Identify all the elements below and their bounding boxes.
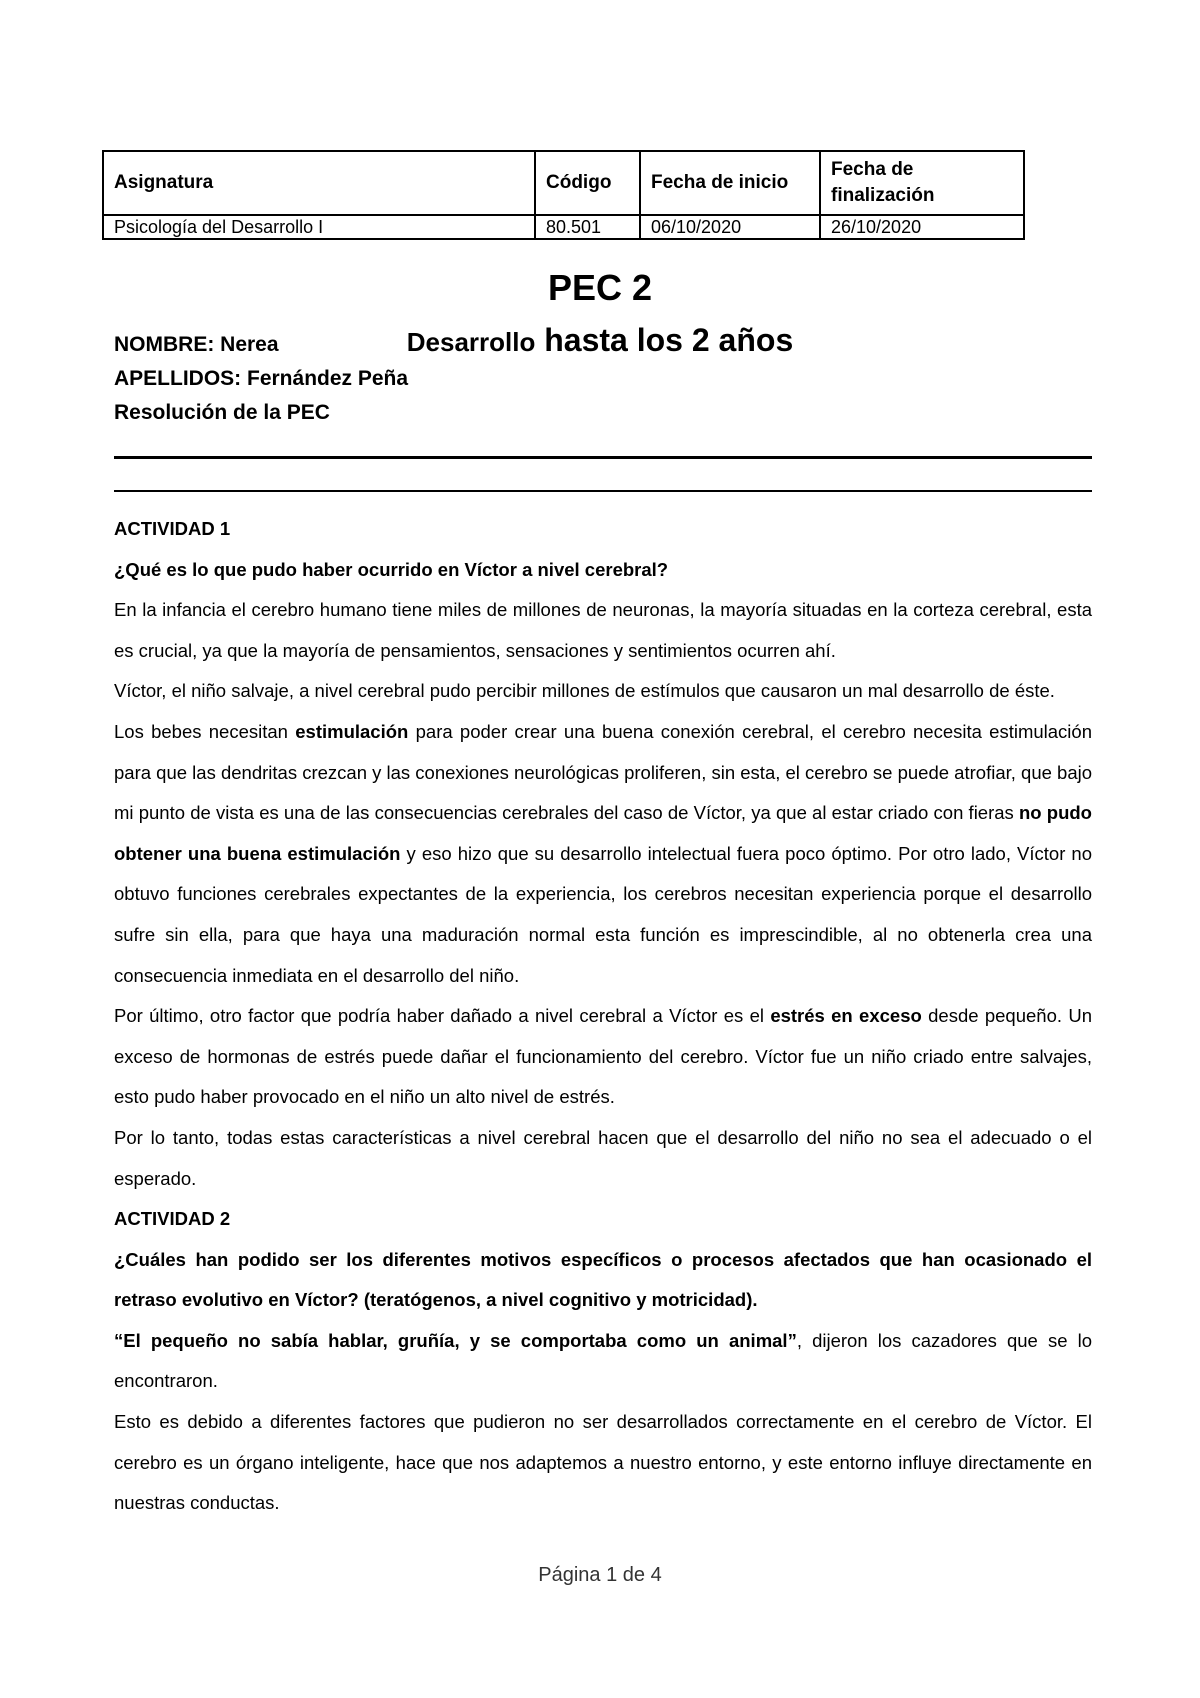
header-fecha-inicio: Fecha de inicio bbox=[640, 151, 820, 215]
student-surnames: APELLIDOS: Fernández Peña bbox=[114, 367, 409, 390]
header-codigo: Código bbox=[535, 151, 640, 215]
text-run: Los bebes necesitan bbox=[114, 720, 296, 742]
document-title: PEC 2 bbox=[547, 267, 653, 308]
emphasis: estrés en exceso bbox=[770, 1005, 922, 1027]
subtitle-part1: Desarrollo bbox=[406, 327, 536, 357]
subtitle-part2: hasta los 2 años bbox=[544, 322, 794, 358]
activity-2-question: ¿Cuáles han podido ser los diferentes motivos específicos o procesos afectados que han ocasionado el retraso evolutivo en Víctor? (teratógenos, a nivel cognitivo y motricidad). bbox=[114, 1248, 1092, 1311]
cell-asignatura: Psicología del Desarrollo I bbox=[103, 215, 535, 239]
paragraph: Por lo tanto, todas estas características a nivel cerebral hacen que el desarrollo del niño no sea el adecuado o el esperado. bbox=[114, 1126, 1092, 1189]
resolution-label: Resolución de la PEC bbox=[114, 401, 330, 424]
document-body bbox=[114, 509, 1092, 1524]
activity-1-heading: ACTIVIDAD 1 bbox=[114, 518, 231, 539]
cell-fecha-finalizacion: 26/10/2020 bbox=[820, 215, 1024, 239]
emphasis: no pudo obtener una buena estimulación bbox=[114, 802, 1092, 864]
emphasis: estimulación bbox=[295, 720, 409, 742]
page-number: Página 1 de 4 bbox=[538, 1564, 662, 1586]
paragraph: En la infancia el cerebro humano tiene miles de millones de neuronas, la mayoría situadas en la corteza cerebral, esta es crucial, ya que la mayoría de pensamientos, sensaciones y sentimientos ocurren ahí. bbox=[114, 599, 1092, 661]
student-name: NOMBRE: Nerea bbox=[114, 333, 279, 356]
paragraph bbox=[114, 712, 1092, 996]
paragraph: Víctor, el niño salvaje, a nivel cerebral pudo percibir millones de estímulos que causaron un mal desarrollo de éste. bbox=[114, 680, 1055, 702]
activity-1-question: ¿Qué es lo que pudo haber ocurrido en Víctor a nivel cerebral? bbox=[114, 558, 669, 580]
table-header-row bbox=[103, 151, 1024, 215]
header-fecha-finalizacion: Fecha de finalización bbox=[820, 151, 1024, 215]
paragraph: Esto es debido a diferentes factores que pudieron no ser desarrollados correctamente en el cerebro de Víctor. El cerebro es un órgano inteligente, hace que nos adaptemos a nuestro entorno, y este entorno influye directamente en nuestras conductas. bbox=[114, 1411, 1092, 1514]
quote: “El pequeño no sabía hablar, gruñía, y se comportaba como un animal” bbox=[114, 1329, 797, 1351]
divider-bottom bbox=[114, 490, 1092, 492]
header-asignatura: Asignatura bbox=[103, 151, 535, 215]
activity-2-heading: ACTIVIDAD 2 bbox=[114, 1208, 231, 1230]
text-run: para poder crear una buena conexión cerebral, el cerebro necesita estimulación para que las dendritas crezcan y las conexiones neurológicas proliferen, sin esta, el cerebro se puede atrofiar, que bajo mi punto de vista es una de las consecuencias cerebrales del caso de Víctor, ya que al estar criado con fieras bbox=[114, 720, 1093, 824]
paragraph bbox=[114, 996, 1092, 1118]
divider-top bbox=[114, 456, 1092, 459]
text-run: desde pequeño. Un exceso de hormonas de estrés puede dañar el funcionamiento del cerebro. Víctor fue un niño criado entre salvajes, esto pudo haber provocado en el niño un alto nivel de estrés. bbox=[114, 1005, 1092, 1108]
course-info-table bbox=[102, 150, 1025, 240]
text-run: Por último, otro factor que podría haber dañado a nivel cerebral a Víctor es el bbox=[114, 1005, 771, 1027]
cell-fecha-inicio: 06/10/2020 bbox=[640, 215, 820, 239]
cell-codigo: 80.501 bbox=[535, 215, 640, 239]
paragraph bbox=[114, 1321, 1092, 1402]
text-run: y eso hizo que su desarrollo intelectual fuera poco óptimo. Por otro lado, Víctor no obtuvo funciones cerebrales expectantes de la experiencia, los cerebros necesitan experiencia porque el desarrollo sufre sin ella, para que haya una maduración normal esta función es imprescindible, al no obtenerla crea una consecuencia inmediata en el desarrollo del niño. bbox=[114, 842, 1092, 986]
text-run: , dijeron los cazadores que se lo encontraron. bbox=[114, 1329, 1092, 1392]
table-row bbox=[103, 215, 1024, 239]
